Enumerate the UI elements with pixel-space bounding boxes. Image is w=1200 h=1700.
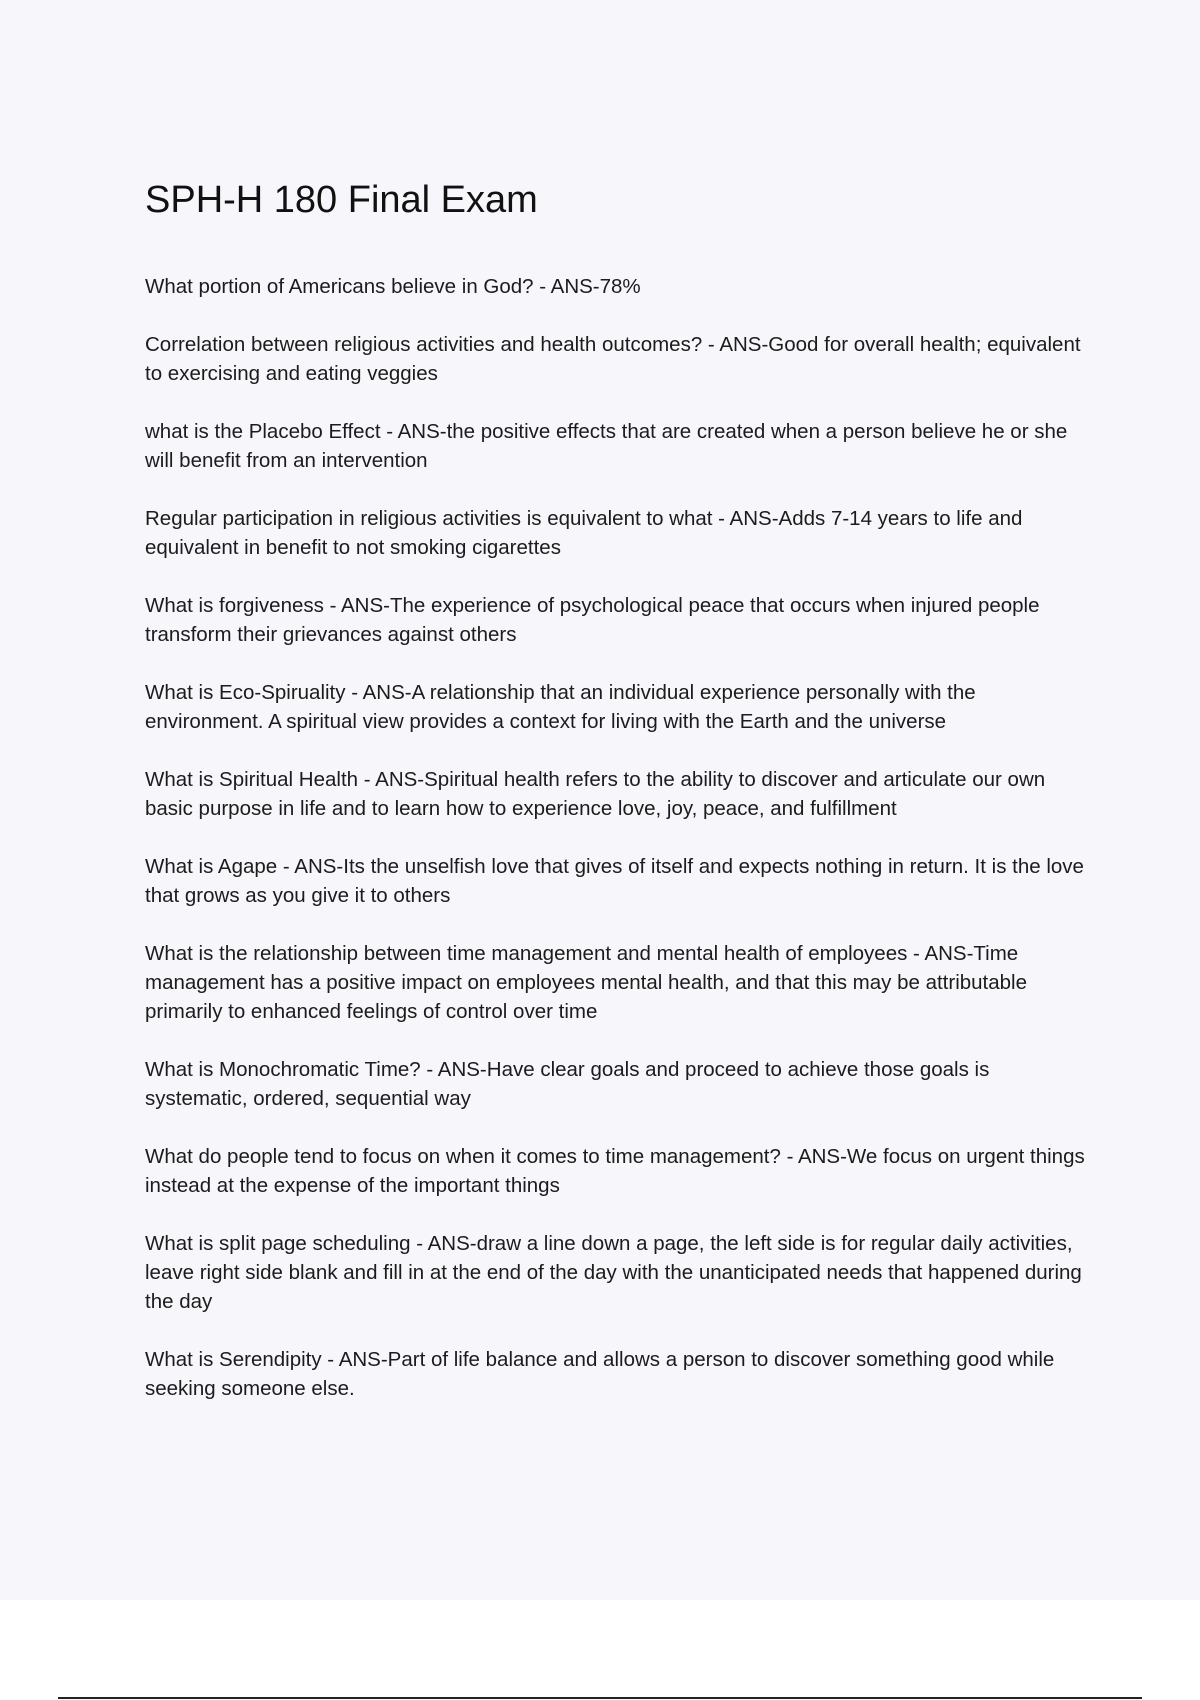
qa-item: Regular participation in religious activities is equivalent to what - ANS-Adds 7-14 years to life and equivalent in benefit to not smoking cigarettes — [145, 506, 1023, 559]
qa-item: what is the Placebo Effect - ANS-the positive effects that are created when a person believe he or she will benefit from an intervention — [145, 419, 1068, 472]
qa-item: What portion of Americans believe in God? - ANS-78% — [145, 274, 641, 298]
qa-item: What is the relationship between time management and mental health of employees - ANS-Time management has a positive impact on employees mental health, and that this may be attributable primarily to enhanced feelings of control over time — [145, 941, 1028, 1023]
document-content — [145, 180, 1090, 1432]
footer-divider — [58, 1697, 1142, 1699]
qa-item: What is Agape - ANS-Its the unselfish love that gives of itself and expects nothing in return. It is the love that grows as you give it to others — [145, 854, 1084, 907]
qa-item: What is Spiritual Health - ANS-Spiritual health refers to the ability to discover and articulate our own basic purpose in life and to learn how to experience love, joy, peace, and fulfillment — [145, 767, 1046, 820]
document-title: SPH-H 180 Final Exam — [145, 179, 538, 221]
qa-item: What is Eco-Spiruality - ANS-A relationship that an individual experience personally with the environment. A spiritual view provides a context for living with the Earth and the universe — [145, 680, 976, 733]
qa-item: What do people tend to focus on when it comes to time management? - ANS-We focus on urgent things instead at the expense of the important things — [145, 1144, 1085, 1197]
qa-list — [145, 272, 1090, 1403]
qa-item: What is forgiveness - ANS-The experience of psychological peace that occurs when injured people transform their grievances against others — [145, 593, 1040, 646]
qa-item: What is Serendipity - ANS-Part of life balance and allows a person to discover something good while seeking someone else. — [145, 1347, 1055, 1400]
qa-item: Correlation between religious activities and health outcomes? - ANS-Good for overall health; equivalent to exercising and eating veggies — [145, 332, 1081, 385]
qa-item: What is Monochromatic Time? - ANS-Have clear goals and proceed to achieve those goals is systematic, ordered, sequential way — [145, 1057, 990, 1110]
qa-item: What is split page scheduling - ANS-draw a line down a page, the left side is for regular daily activities, leave right side blank and fill in at the end of the day with the unanticipated needs that happened during the day — [145, 1231, 1082, 1313]
